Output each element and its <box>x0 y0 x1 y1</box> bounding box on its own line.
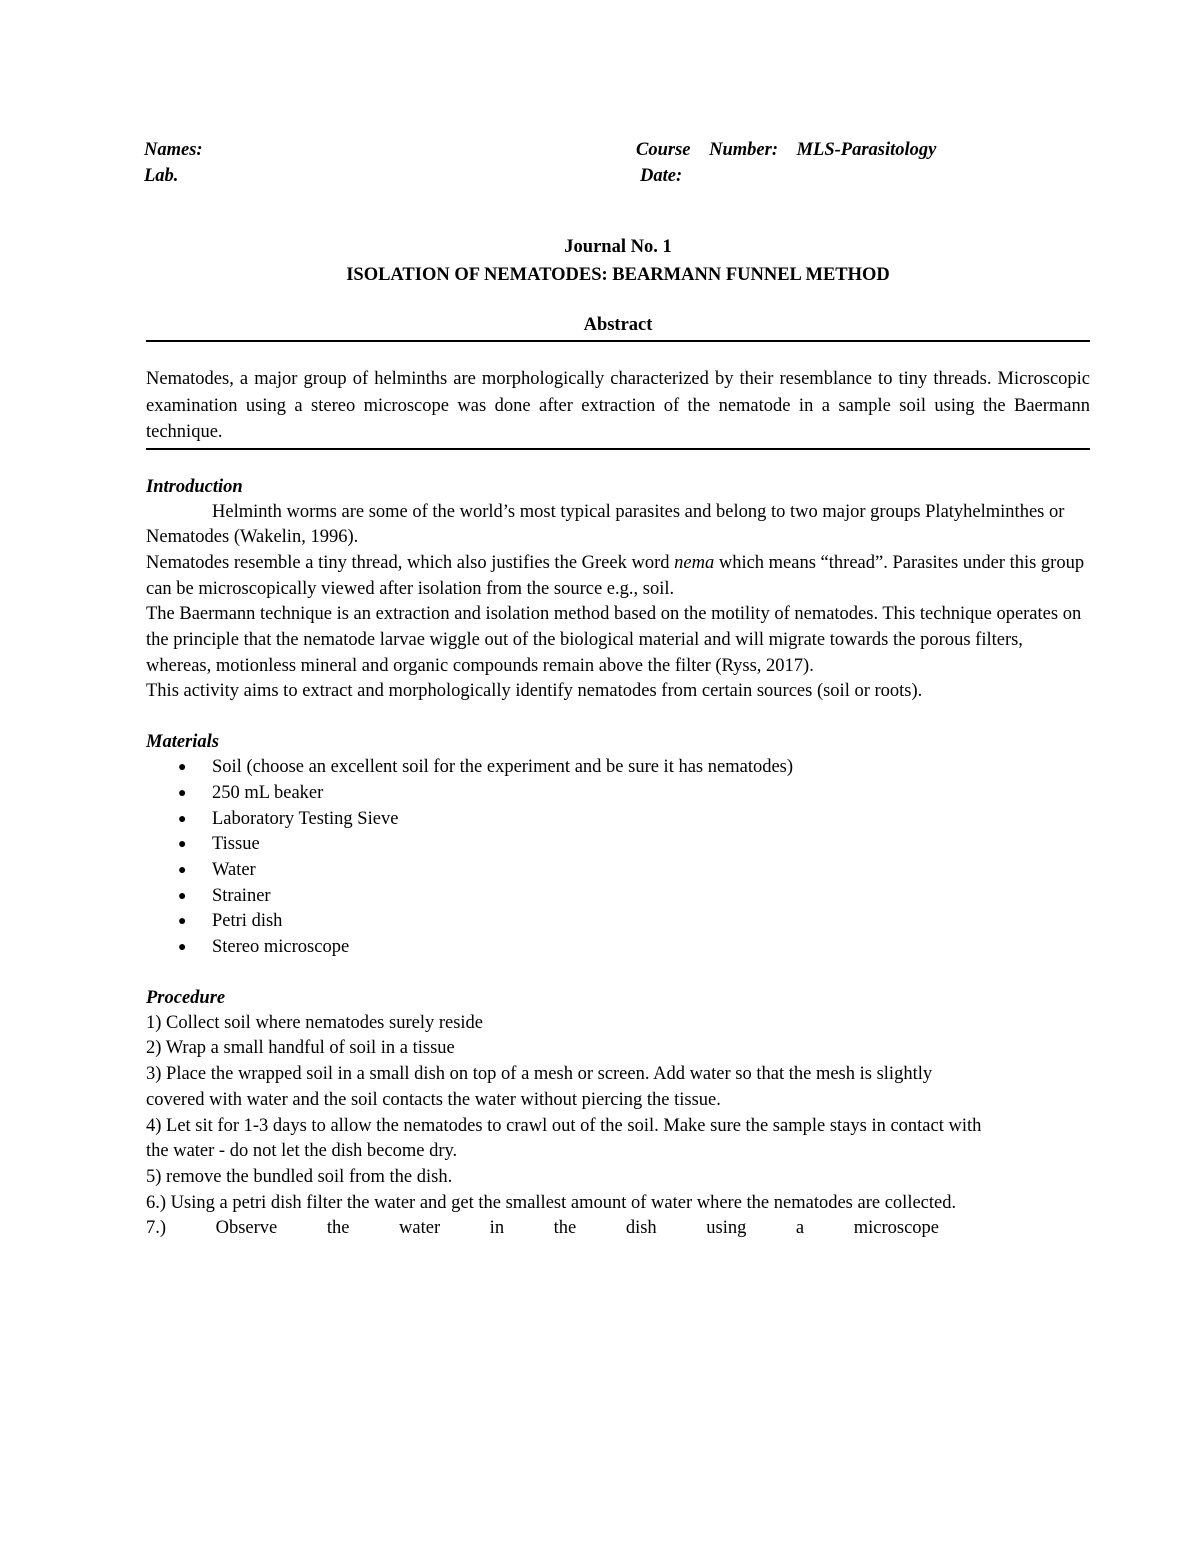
date-label: Date: <box>640 166 683 186</box>
introduction-heading: Introduction <box>146 476 243 497</box>
material-label: Tissue <box>212 834 260 855</box>
procedure-step: 7.) Observe the water in the dish using a microscope <box>146 1218 939 1239</box>
bullet-icon: ● <box>178 914 187 930</box>
material-label: 250 mL beaker <box>212 782 324 803</box>
introduction-paragraph-2 <box>146 551 1090 602</box>
material-label: Water <box>212 859 256 880</box>
lab-label: Lab. <box>144 166 179 186</box>
material-label: Petri dish <box>212 911 283 932</box>
material-label: Strainer <box>212 885 271 906</box>
nema-word: nema <box>674 552 715 573</box>
materials-list <box>146 755 1090 961</box>
introduction-paragraph-3: The Baermann technique is an extraction and isolation method based on the motility of nematodes. This technique operates on the principle that the nematode larvae wiggle out of the biological material and will migrate towards the porous filters, whereas, motionless mineral and organic compounds remain above the filter (Ryss, 2017). <box>146 604 1082 676</box>
bullet-icon: ● <box>178 862 187 878</box>
abstract-bottom-rule <box>146 448 1090 450</box>
procedure-step: 6.) Using a petri dish filter the water and get the smallest amount of water where the nematodes are collected. <box>146 1192 957 1213</box>
bullet-icon: ● <box>178 888 187 904</box>
list-item <box>146 781 1090 807</box>
abstract-text: Nematodes, a major group of helminths are morphologically characterized by their resemblance to tiny threads. Microscopic examination using a stereo microscope was done after extraction of the nematode in a sample soil using the Baermann technique. <box>146 369 1090 442</box>
list-item <box>146 909 1090 935</box>
introduction-paragraph-1: Helminth worms are some of the world’s most typical parasites and belong to two major groups Platyhelminthes or Nematodes (Wakelin, 1996). <box>146 501 1065 548</box>
introduction-p2-end: which means “thread”. Parasites under this group can be microscopically viewed after isolation from the source e.g., soil. <box>146 552 1085 599</box>
procedure-step: 5) remove the bundled soil from the dish. <box>146 1166 453 1187</box>
abstract-top-rule <box>146 340 1090 342</box>
list-item <box>146 884 1090 910</box>
list-item <box>146 807 1090 833</box>
procedure-step: 4) Let sit for 1-3 days to allow the nematodes to crawl out of the soil. Make sure the sample stays in contact with the water - do not let the dish become dry. <box>146 1115 982 1162</box>
page-title: ISOLATION OF NEMATODES: BEARMANN FUNNEL METHOD <box>346 265 890 285</box>
header-row-1 <box>146 140 1090 166</box>
course-number-label: Course Number: MLS-Parasitology <box>636 140 937 160</box>
journal-number: Journal No. 1 <box>564 237 672 257</box>
bullet-icon: ● <box>178 837 187 853</box>
bullet-icon: ● <box>178 811 187 827</box>
list-item <box>146 935 1090 961</box>
bullet-icon: ● <box>178 760 187 776</box>
document-page <box>146 140 1090 1242</box>
procedure-step: 1) Collect soil where nematodes surely reside <box>146 1012 484 1033</box>
bullet-icon: ● <box>178 940 187 956</box>
names-label: Names: <box>144 140 203 160</box>
list-item <box>146 755 1090 781</box>
material-label: Soil (choose an excellent soil for the experiment and be sure it has nematodes) <box>212 757 794 778</box>
procedure-step: 2) Wrap a small handful of soil in a tissue <box>146 1038 455 1059</box>
title-block <box>146 234 1090 288</box>
header-row-2 <box>146 166 1090 192</box>
abstract-heading: Abstract <box>583 315 653 335</box>
material-label: Laboratory Testing Sieve <box>212 808 399 829</box>
introduction-p2-start: Nematodes resemble a tiny thread, which also justifies the Greek word <box>146 552 675 573</box>
material-label: Stereo microscope <box>212 937 350 958</box>
introduction-paragraph-4: This activity aims to extract and morphologically identify nematodes from certain sources (soil or roots). <box>146 681 923 702</box>
list-item <box>146 858 1090 884</box>
procedure-heading: Procedure <box>146 987 226 1008</box>
list-item <box>146 832 1090 858</box>
procedure-step: 3) Place the wrapped soil in a small dish on top of a mesh or screen. Add water so that the mesh is slightly covered with water and the soil contacts the water without piercing the tissue. <box>146 1064 933 1110</box>
bullet-icon: ● <box>178 785 187 801</box>
materials-heading: Materials <box>146 732 219 753</box>
